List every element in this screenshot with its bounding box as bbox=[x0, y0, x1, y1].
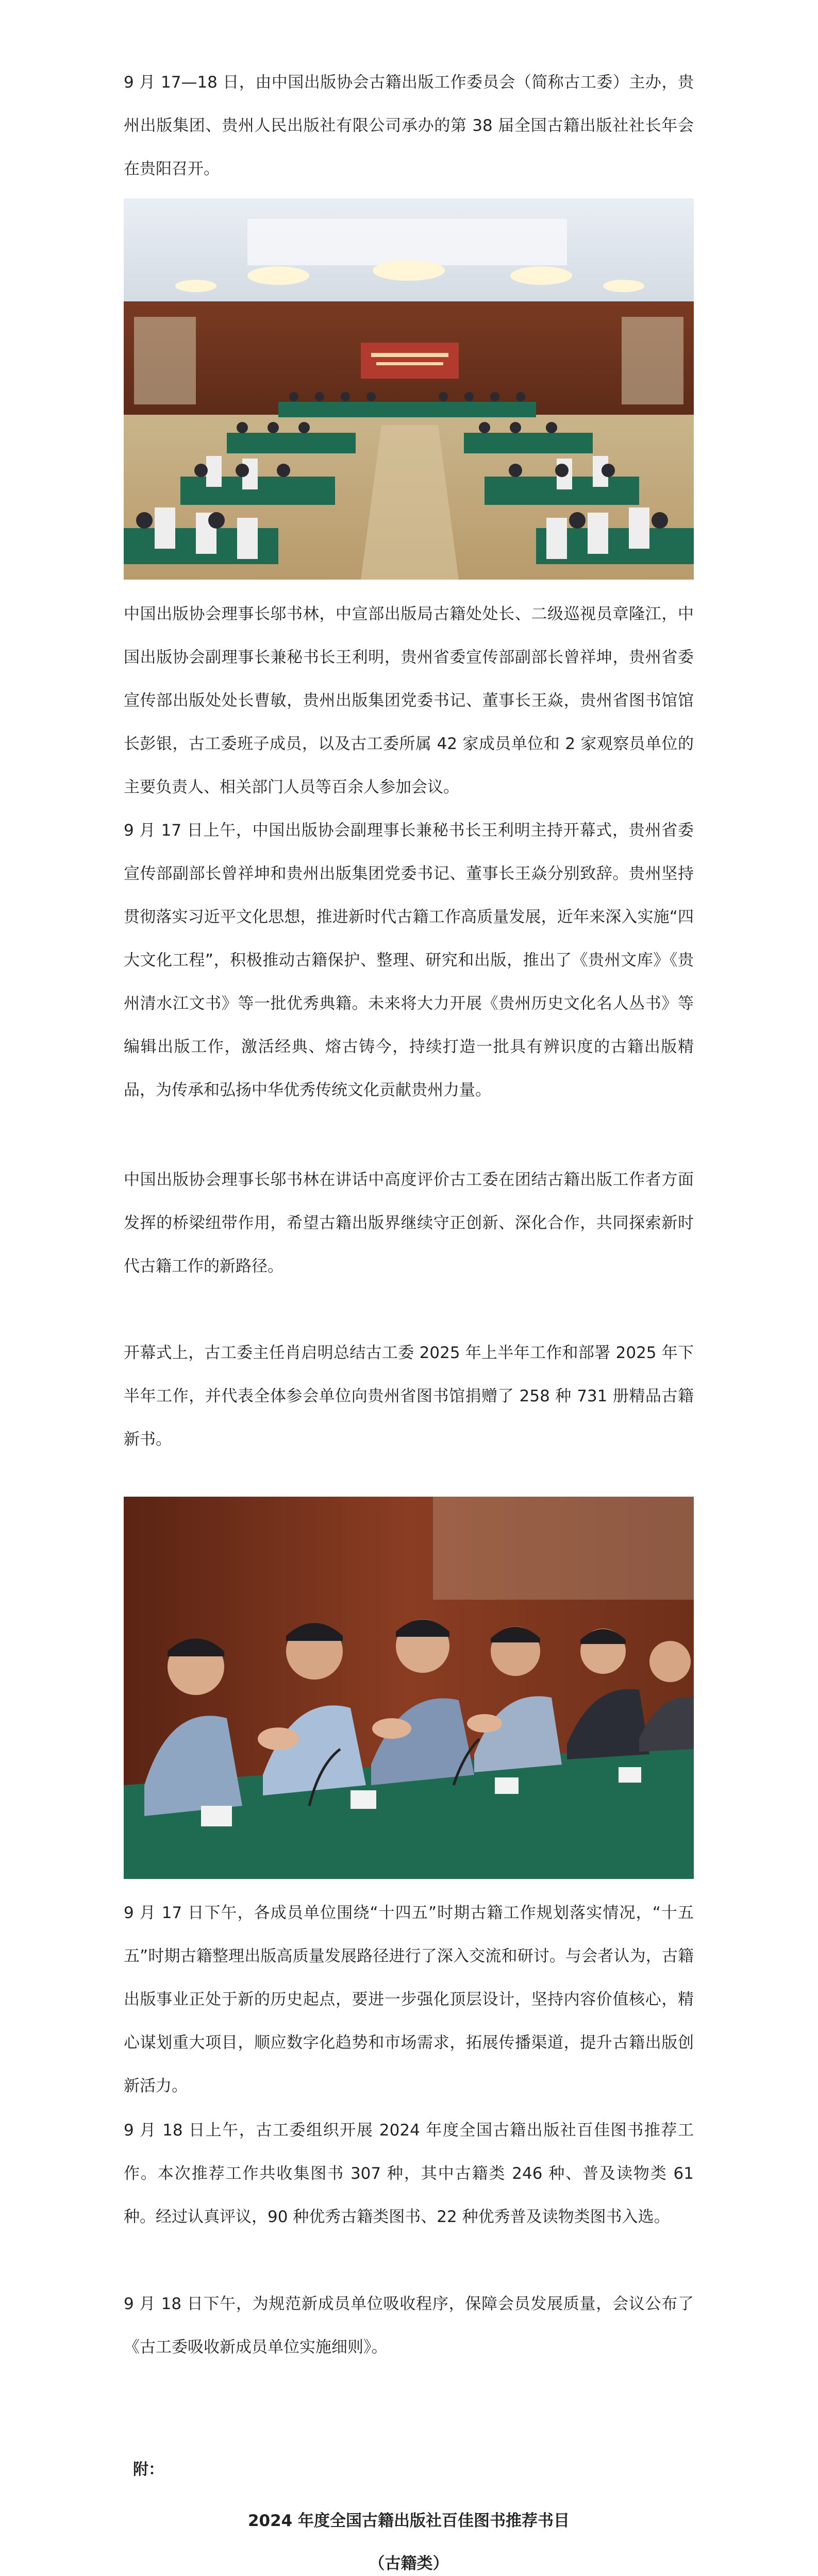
paragraph-text: 9 月 18 日下午，为规范新成员单位吸收程序，保障会员发展质量，会议公布了《古工委吸收新成员单位实施细则》。 bbox=[124, 2295, 694, 2357]
paragraph-5 bbox=[124, 1331, 694, 1461]
participants-photo bbox=[124, 1497, 694, 1879]
paragraph-1 bbox=[124, 61, 694, 191]
appendix-label: 附： bbox=[133, 2461, 164, 2479]
conference-hall-photo bbox=[124, 198, 694, 580]
paragraph-text: 9 月 18 日上午，古工委组织开展 2024 年度全国古籍出版社百佳图书推荐工作。本次推荐工作共收集图书 307 种，其中古籍类 246 种、普及读物类 61 种。经过认真评议，90 种优秀古籍类图书、22 种优秀普及读物类图书入选。 bbox=[124, 2121, 694, 2226]
paragraph-6 bbox=[124, 1891, 694, 2108]
paragraph-text: 9 月 17 日上午，中国出版协会副理事长兼秘书长王利明主持开幕式，贵州省委宣传部副部长曾祥坤和贵州出版集团党委书记、董事长王焱分别致辞。贵州坚持贯彻落实习近平文化思想，推进新时代古籍工作高质量发展，近年来深入实施“四大文化工程”，积极推动古籍保护、整理、研究和出版，推出了《贵州文库》《贵州清水江文书》等一批优秀典籍。未来将大力开展《贵州历史文化名人丛书》等编辑出版工作，激活经典、熔古铸今，持续打造一批具有辨识度的古籍出版精品，为传承和弘扬中华优秀传统文化贡献贵州力量。 bbox=[124, 821, 694, 1099]
paragraph-text: 中国出版协会理事长邬书林，中宣部出版局古籍处处长、二级巡视员章隆江，中国出版协会副理事长兼秘书长王利明，贵州省委宣传部副部长曾祥坤，贵州省委宣传部出版处处长曹敏，贵州出版集团党委书记、董事长王焱，贵州省图书馆馆长彭银，古工委班子成员，以及古工委所属 42 家成员单位和 2 家观察员单位的主要负责人、相关部门人员等百余人参加会议。 bbox=[124, 605, 694, 796]
paragraph-8 bbox=[124, 2282, 694, 2369]
paragraph-4 bbox=[124, 1158, 694, 1288]
paragraph-2 bbox=[124, 592, 694, 809]
paragraph-text: 中国出版协会理事长邬书林在讲话中高度评价古工委在团结古籍出版工作者方面发挥的桥梁纽带作用，希望古籍出版界继续守正创新、深化合作，共同探索新时代古籍工作的新路径。 bbox=[124, 1171, 694, 1276]
booklist-subtitle-ancient: （古籍类） bbox=[369, 2554, 449, 2573]
paragraph-text: 9 月 17—18 日，由中国出版协会古籍出版工作委员会（简称古工委）主办，贵州出版集团、贵州人民出版社有限公司承办的第 38 届全国古籍出版社社长年会在贵阳召开。 bbox=[124, 73, 694, 178]
paragraph-text: 9 月 17 日下午，各成员单位围绕“十四五”时期古籍工作规划落实情况，“十五五”时期古籍整理出版高质量发展路径进行了深入交流和研讨。与会者认为，古籍出版事业正处于新的历史起点，要进一步强化顶层设计，坚持内容价值核心，精心谋划重大项目，顺应数字化趋势和市场需求，拓展传播渠道，提升古籍出版创新活力。 bbox=[124, 1904, 694, 2095]
paragraph-3 bbox=[124, 809, 694, 1112]
paragraph-7 bbox=[124, 2109, 694, 2239]
paragraph-text: 开幕式上，古工委主任肖启明总结古工委 2025 年上半年工作和部署 2025 年下半年工作，并代表全体参会单位向贵州省图书馆捐赠了 258 种 731 册精品古籍新书。 bbox=[124, 1344, 694, 1449]
booklist-title-ancient[interactable]: 2024 年度全国古籍出版社百佳图书推荐书目 bbox=[247, 2512, 570, 2530]
